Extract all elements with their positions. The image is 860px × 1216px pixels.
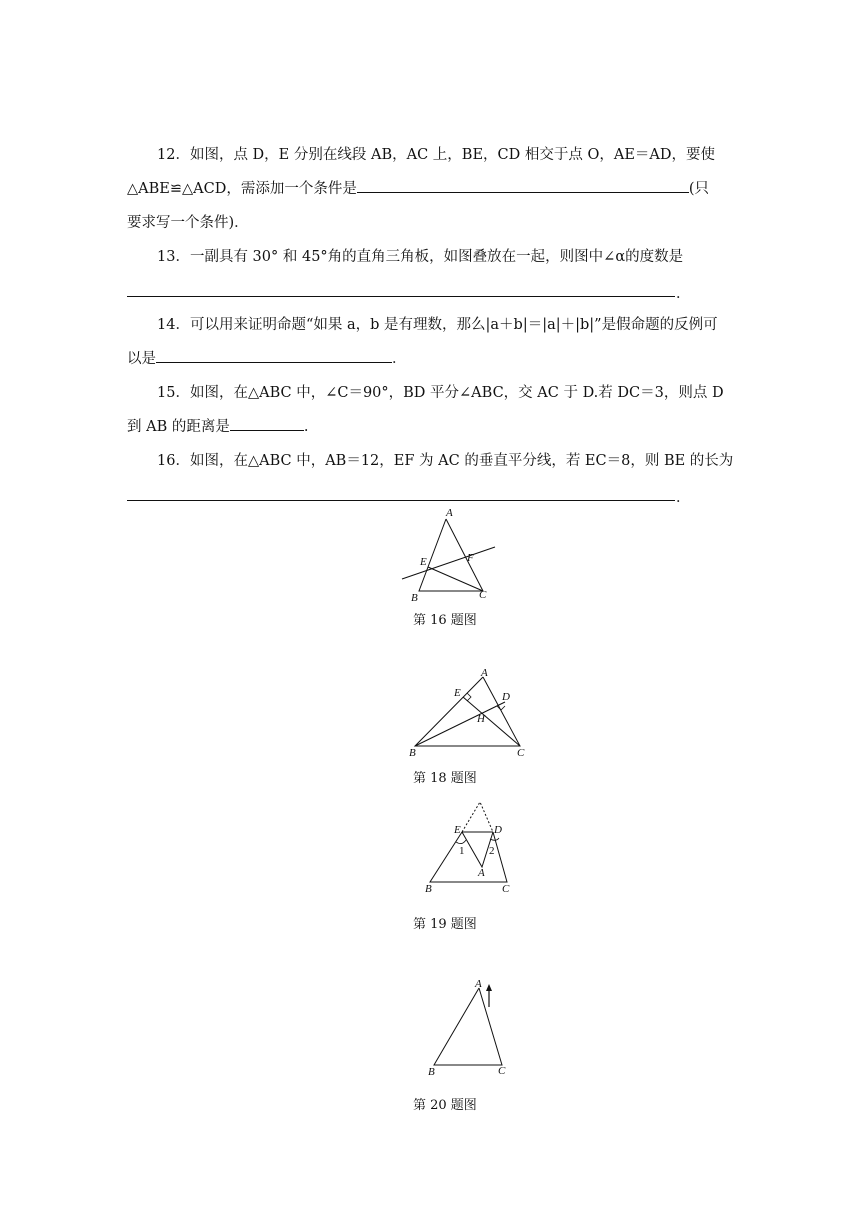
label-e: E	[420, 556, 427, 568]
dashed-fold-top	[462, 802, 493, 832]
label-c: C	[498, 1065, 506, 1077]
caption-18: 第 18 题图	[413, 771, 477, 786]
segment-ec	[428, 567, 483, 591]
label-a: A	[478, 867, 485, 879]
figure-20	[420, 975, 520, 1080]
answer-blank-16[interactable]	[127, 500, 675, 501]
caption-19: 第 19 题图	[413, 917, 477, 932]
line-ef	[402, 547, 495, 579]
question-12-line-1: 12．如图，点 D，E 分别在线段 AB，AC 上，BE，CD 相交于点 O，AE＝AD，要使	[157, 147, 716, 163]
caption-20: 第 20 题图	[413, 1098, 477, 1113]
question-14-line-2: 以是	[127, 351, 156, 367]
label-h: H	[477, 713, 485, 725]
question-12	[127, 138, 735, 240]
question-13	[127, 240, 735, 274]
question-12-line-2: △ABE≌△ACD，需添加一个条件是	[127, 181, 357, 197]
question-13-end: ．	[676, 286, 691, 302]
figure-18	[405, 665, 535, 760]
segment-be	[415, 702, 505, 746]
question-13-line-1: 13．一副具有 30° 和 45°角的直角三角板，如图叠放在一起，则图中∠α的度数是	[157, 249, 684, 265]
right-angle-d	[497, 706, 505, 710]
question-14	[127, 308, 735, 376]
label-b: B	[428, 1066, 435, 1078]
question-14-end: ．	[392, 351, 407, 367]
question-12-line-3: 要求写一个条件)．	[127, 215, 249, 231]
segment-ce	[463, 697, 520, 746]
arrow-up-icon	[486, 984, 492, 991]
label-c: C	[479, 589, 487, 601]
label-d: D	[494, 824, 502, 836]
angle-1-arc	[456, 840, 466, 844]
label-e: E	[454, 687, 461, 699]
answer-blank-12[interactable]	[357, 176, 689, 193]
label-d: D	[502, 691, 510, 703]
right-angle-e	[467, 693, 471, 701]
figure-16	[395, 505, 505, 605]
question-15-end: .	[303, 419, 309, 435]
label-b: B	[425, 883, 432, 895]
label-2: 2	[489, 845, 495, 857]
question-16-end: ．	[676, 490, 691, 506]
triangle-abc	[415, 677, 520, 746]
question-12-line-2-end: (只	[688, 181, 710, 197]
label-c: C	[502, 883, 510, 895]
label-f: F	[467, 552, 474, 564]
trapezoid-sides	[430, 832, 507, 882]
question-15-line-1: 15．如图，在△ABC 中，∠C＝90°，BD 平分∠ABC，交 AC 于 D.若 DC＝3，则点 D	[157, 385, 724, 401]
label-1: 1	[459, 845, 465, 857]
label-b: B	[411, 592, 418, 604]
label-a: A	[446, 507, 453, 519]
question-14-line-1: 14．可以用来证明命题“如果 a，b 是有理数，那么|a＋b|＝|a|＋|b|”是假命题的反例可	[157, 317, 718, 333]
label-b: B	[409, 747, 416, 759]
label-a: A	[475, 978, 482, 990]
triangle-abc	[434, 988, 502, 1065]
question-15-line-2: 到 AB 的距离是	[127, 419, 230, 435]
answer-blank-14[interactable]	[156, 346, 392, 363]
caption-16: 第 16 题图	[413, 613, 477, 628]
question-16-line-1: 16．如图，在△ABC 中，AB＝12，EF 为 AC 的垂直平分线，若 EC＝8，则 BE 的长为	[157, 453, 734, 469]
label-e: E	[454, 824, 461, 836]
question-15	[127, 376, 735, 444]
question-16	[127, 444, 735, 478]
label-a: A	[481, 667, 488, 679]
label-c: C	[517, 747, 525, 759]
figure-19	[420, 795, 520, 900]
answer-blank-13[interactable]	[127, 296, 675, 297]
answer-blank-15[interactable]	[230, 414, 304, 431]
